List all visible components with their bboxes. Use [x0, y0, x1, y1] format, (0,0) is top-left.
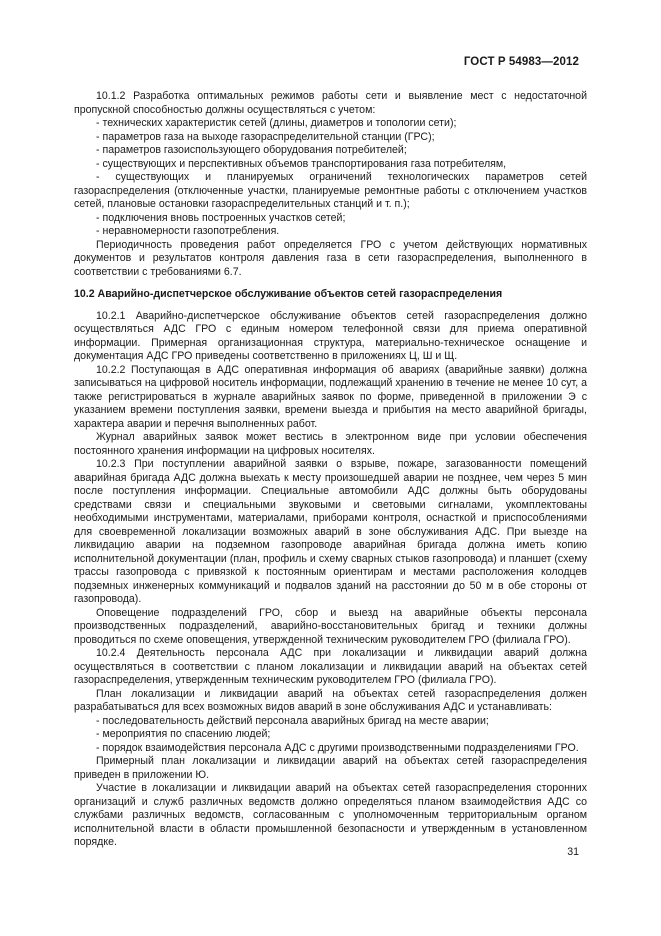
list-item: - последовательность действий персонала аварийных бригад на месте аварии;: [96, 714, 489, 727]
paragraph: - существующих и планируемых ограничений технологических параметров сетей газораспределения (отключенные участки, планируемые ремонтные работы с отключением участков сетей, плановые остановки газораспределительных станций и т. п.);: [74, 171, 587, 210]
list-item: - существующих и перспективных объемов транспортирования газа потребителям,: [96, 157, 507, 170]
list-item: - порядок взаимодействия персонала АДС с другими производственными подразделениями ГРО.: [96, 741, 579, 754]
paragraph: 10.2.4 Деятельность персонала АДС при локализации и ликвидации аварий должна осуществляться в соответствии с планом локализации и ликвидации аварий на объектах сетей газораспределения, утвержденным техническим руководителем ГРО (филиала ГРО).: [74, 647, 587, 686]
list-item: - параметров газа на выходе газораспределительной станции (ГРС);: [96, 130, 435, 143]
list-item: - подключения вновь построенных участков сетей;: [96, 211, 346, 224]
paragraph: Периодичность проведения работ определяется ГРО с учетом действующих нормативных документов и результатов контроля давления газа в сети газораспределения, выполненного в соответствии с требованиями 6.7.: [74, 238, 587, 278]
paragraph: 10.2.2 Поступающая в АДС оперативная информация об авариях (аварийные заявки) должна записываться на цифровой носитель информации, подлежащий хранению в течение не менее 10 сут, а также регистрироваться в журнале аварийных заявок по форме, приведенной в приложении Э с указанием времени поступления заявки, времени выезда и прибытия на место аварийной бригады, характера аварии и перечня выполненных работ.: [74, 363, 587, 430]
paragraph: Оповещение подразделений ГРО, сбор и выезд на аварийные объекты персонала производственных подразделений, аварийно-восстановительных бригад и техники должны проводиться по схеме оповещения, утвержденной техническим руководителем ГРО (филиала ГРО).: [74, 606, 587, 646]
page-number: 31: [567, 846, 579, 858]
paragraph: 10.2.1 Аварийно-диспетчерское обслуживание объектов сетей газораспределения должно осуществляться АДС ГРО с единым номером телефонной связи для приема оперативной информации. Примерная организационная структура, материально-техническое оснащение и документация АДС ГРО приведены соответственно в приложениях Ц, Ш и Щ.: [74, 309, 587, 362]
paragraph: Журнал аварийных заявок может вестись в электронном виде при условии обеспечения постоянного хранения информации на цифровых носителях.: [74, 431, 587, 457]
list-item: - мероприятия по спасению людей;: [96, 728, 271, 740]
section-heading: 10.2 Аварийно-диспетчерское обслуживание объектов сетей газораспределения: [74, 288, 503, 300]
list-item: - неравномерности газопотребления.: [96, 225, 280, 237]
paragraph: 10.2.3 При поступлении аварийной заявки о взрыве, пожаре, загазованности помещений аварийная бригада АДС должна выехать к месту произошедшей аварии не позднее, чем через 5 мин после поступления информации. Специальные автомобили АДС должны быть оборудованы средствами связи и специальными звуковыми и световыми сигналами, укомплектованы необходимыми инструментами, материалами, приборами контроля, оснасткой и приспособлениями для своевременной локализации возможных аварий в зоне обслуживания АДС. При выезде на ликвидацию аварии на подземном газопроводе аварийная бригада должна иметь копию исполнительной документации (план, профиль и схему сварных стыков газопровода) и планшет (схему трассы газопровода с привязкой к постоянным ориентирам и местами расположения колодцев подземных инженерных коммуникаций и подвалов зданий на расстоянии до 50 м в обе стороны от газопровода).: [74, 458, 587, 605]
list-item: - технических характеристик сетей (длины, диаметров и топологии сети);: [96, 117, 457, 129]
paragraph: План локализации и ликвидации аварий на объектах сетей газораспределения должен разрабатываться для всех возможных видов аварий в зоне обслуживания АДС и устанавливать:: [74, 687, 587, 713]
paragraph: Участие в локализации и ликвидации аварий на объектах сетей газораспределения сторонних организаций и служб различных ведомств должно определяться планом взаимодействия АДС со службами различных ведомств, согласованным с уполномоченным территориальным органом исполнительной власти в области промышленной безопасности и утвержденным в установленном порядке.: [74, 782, 587, 848]
list-item: - параметров газоиспользующего оборудования потребителей;: [96, 144, 407, 156]
paragraph: 10.1.2 Разработка оптимальных режимов работы сети и выявление мест с недостаточной пропускной способностью должны осуществляться с учетом:: [74, 90, 587, 116]
paragraph: Примерный план локализации и ликвидации аварий на объектах сетей газораспределения приведен в приложении Ю.: [74, 755, 587, 781]
document-body: [74, 90, 587, 850]
standard-header: ГОСТ Р 54983—2012: [463, 56, 579, 68]
